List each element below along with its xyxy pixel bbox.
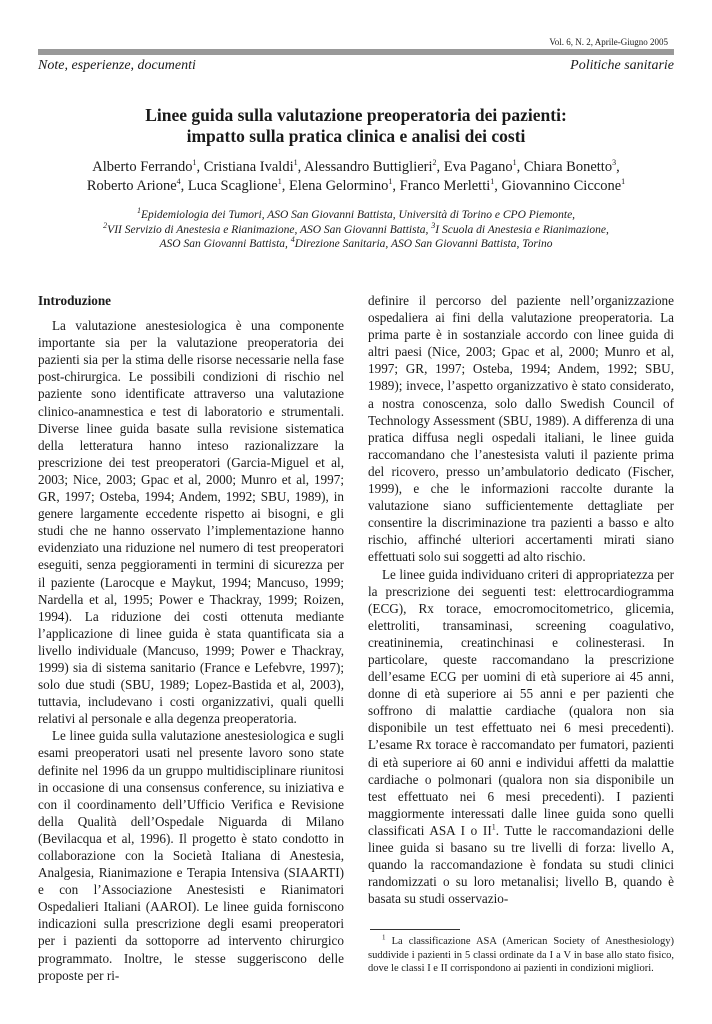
- author-affil: 1: [293, 158, 298, 168]
- author-affil: 2: [432, 158, 437, 168]
- paragraph-text: . Tutte le raccomandazioni delle linee guida si basano su tre livelli di forza: livello A, quando la raccomandazione è fondata su studi clinici randomizzati o su loro metanalisi; livello B, quando è basata su studi osservazio-: [368, 822, 674, 907]
- affil-marker: 1: [136, 206, 141, 216]
- footnote: [368, 935, 674, 976]
- author-affil: 4: [176, 177, 181, 187]
- author: Elena Gelormino: [288, 178, 389, 194]
- affil-line-1: [38, 208, 674, 223]
- author-sep: ,: [436, 159, 444, 175]
- footnote-text: La classificazione ASA (American Society of Anesthesiology) suddivide i pazienti in 5 classi ordinate da I a V in base allo stato fisico, dove le classi I e II corrispondono ai pazienti in condizioni migliori.: [368, 936, 674, 974]
- author-sep: ,: [616, 159, 620, 175]
- author-sep: ,: [196, 159, 204, 175]
- author: Franco Merletti: [399, 178, 491, 194]
- footnote-rule: [370, 929, 460, 930]
- section-left: Note, esperienze, documenti: [38, 58, 196, 73]
- author-affil: 1: [621, 177, 626, 187]
- author-sep: ,: [180, 178, 188, 194]
- affil-text: VII Servizio di Anestesia e Rianimazione, ASO San Giovanni Battista,: [107, 223, 432, 236]
- affil-text: Epidemiologia dei Tumori, ASO San Giovanni Battista, Università di Torino e CPO Piemonte,: [140, 209, 576, 221]
- author-sep: ,: [516, 159, 524, 175]
- section-heading: Introduzione: [38, 293, 112, 308]
- authors-line-1: [38, 158, 674, 177]
- author: Roberto Arione: [86, 178, 177, 194]
- column-right: [368, 292, 674, 907]
- affil-marker: 3: [431, 220, 436, 230]
- footnote-ref: 1: [491, 822, 496, 832]
- author-affil: 3: [612, 158, 617, 168]
- authors-line-2: [38, 177, 674, 196]
- footnote-marker: 1: [382, 933, 386, 942]
- paragraph: La valutazione anestesiologica è una componente importante sia per la valutazione preoperatoria dei pazienti sia per la stima delle risorse necessarie nella fase post-chirurgica. Le possibili condizioni di rischio nel paziente sono identificate attraverso una valutazione clinico-anamnestica e test di laboratorio e strumentali. Diverse linee guida basate sulla revisione sistematica della letteratura hanno inteso razionalizzare la prescrizione dei test preoperatori (Garcia-Miguel et al, 2003; Nice, 2003; Gpac et al, 2000; Munro et al, 1997; GR, 1997; Osteba, 1994; Andem, 1992; SBU, 1989), in genere largamente eccedente rispetto ai bisogni, e gli studi che ne hanno osservato l’implementazione hanno evidenziato una riduzione nel numero di test preoperatori eseguiti, senza peggioramenti in termini di sicurezza per il paziente (Larocque e Maykut, 1994; Mancuso, 1999; Nardella et al, 1995; Power e Thackray, 1999; Roizen, 1994). La riduzione dei costi ottenuta mediante l’applicazione di linee guida è stata quantificata sia a livello individuale (Mancuso, 1999; Power e Thackray, 1999) sia di sistema sanitario (France e Lefebvre, 1997); solo due studi (SBU, 1989; Lopez-Bastida et al, 2003), tuttavia, includevano i costi organizzativi, quali quelli relativi al personale e alla degenza preoperatoria.: [38, 318, 344, 727]
- author-sep: ,: [392, 178, 400, 194]
- column-left: [38, 292, 344, 984]
- affil-line-2: [38, 220, 674, 238]
- title-line-1: Linee guida sulla valutazione preoperatoria dei pazienti:: [145, 105, 567, 125]
- header-bar: [38, 49, 674, 55]
- author: Chiara Bonetto: [523, 159, 613, 175]
- author: Alessandro Buttiglieri: [304, 159, 433, 175]
- article-title: [38, 105, 674, 147]
- section-right: Politiche sanitarie: [570, 58, 674, 73]
- affil-text: ASO San Giovanni Battista,: [159, 238, 291, 250]
- author-sep: ,: [281, 178, 289, 194]
- authors: [38, 158, 674, 196]
- author-affil: 1: [512, 158, 517, 168]
- author: Eva Pagano: [443, 159, 513, 175]
- author-affil: 1: [388, 177, 393, 187]
- affil-text: Direzione Sanitaria, ASO San Giovanni Battista, Torino: [294, 238, 553, 250]
- title-line-2: impatto sulla pratica clinica e analisi dei costi: [186, 126, 526, 146]
- affil-marker: 2: [103, 220, 108, 230]
- paragraph: definire il percorso del paziente nell’organizzazione ospedaliera ai fini della valutazione preoperatoria. La prima parte è in sostanziale accordo con linee guida di altri paesi (Nice, 2003; Gpac et al, 2000; Munro et al, 1997; GR, 1997; Osteba, 1994; Andem, 1992; SBU, 1989); invece, l’aspetto organizzativo è stato considerato, a nostra conoscenza, solo dallo Swedish Council of Technology Assessment (SBU, 1989). A differenza di una pratica diffusa negli ospedali italiani, le linee guida raccomandano che l’anestesista valuti il paziente prima del ricovero, presso un’ambulatorio dedicato (Fischer, 1999), e che le informazioni raccolte durante la valutazione siano sufficientemente dettagliate per consentire la discriminazione tra pazienti a basso e alto rischio, affinché ulteriori accertamenti mirati siano effettuati solo sui soggetti ad alto rischio.: [368, 293, 674, 565]
- author-affil: 1: [277, 177, 282, 187]
- author-sep: ,: [494, 178, 502, 194]
- author: Alberto Ferrando: [92, 159, 193, 175]
- author: Giovannino Ciccone: [501, 178, 622, 194]
- paragraph: [368, 566, 674, 908]
- affil-line-3: [38, 237, 674, 252]
- affiliations: [38, 208, 674, 252]
- author: Cristiana Ivaldi: [203, 159, 294, 175]
- author-sep: ,: [297, 159, 305, 175]
- author-affil: 1: [192, 158, 197, 168]
- paragraph-text: Le linee guida individuano criteri di appropriatezza per la prescrizione dei seguenti test: elettrocardiogramma (ECG), Rx torace, emocromocitometrico, glicemia, elettroliti, transaminasi, screening coagulativo, creatininemia, creatinchinasi e colinesterasi. In particolare, queste raccomandano la prescrizione dell’esame ECG per uomini di età superiore ai 45 anni, donne di età superiore ai 55 anni e per pazienti che soffrono di malattie cardiache (qualora non sia disponibile un test effettuato nei 6 mesi precedenti). L’esame Rx torace è raccomandato per fumatori, pazienti di età superiore ai 60 anni e individui affetti da malattie cardiache o polmonari (qualora non sia disponibile un test effettuato nei 6 mesi precedenti). I pazienti maggiormente interessati dalle linee guida sono quelli classificati ASA I o II: [368, 566, 674, 838]
- affil-marker: 4: [290, 235, 295, 245]
- author: Luca Scaglione: [187, 178, 278, 194]
- paragraph: Le linee guida sulla valutazione anestesiologica e sugli esami preoperatori usati nel presente lavoro sono state definite nel 1996 da un gruppo multidisciplinare riunitosi in occasione di una consensus conference, su iniziativa e con il coordinamento dell’Ufficio Verifica e Revisione della Qualità dell’Ospedale Niguarda di Milano (Bevilacqua et al, 1996). Il progetto è stato condotto in collaborazione con la Società Italiana di Anestesia, Analgesia, Rianimazione e Terapia Intensiva (SIAARTI) e con l’Associazione Anestesisti e Rianimatori Ospedalieri Italiani (AAROI). Le linee guida forniscono indicazioni sulla prescrizione degli esami preoperatori per i pazienti da sottoporre ad intervento chirurgico programmato. Inoltre, le stesse suggeriscono delle proposte per ri-: [38, 728, 344, 983]
- author-affil: 1: [490, 177, 495, 187]
- volume-info: Vol. 6, N. 2, Aprile-Giugno 2005: [549, 37, 668, 47]
- affil-text: I Scuola di Anestesia e Rianimazione,: [435, 223, 609, 236]
